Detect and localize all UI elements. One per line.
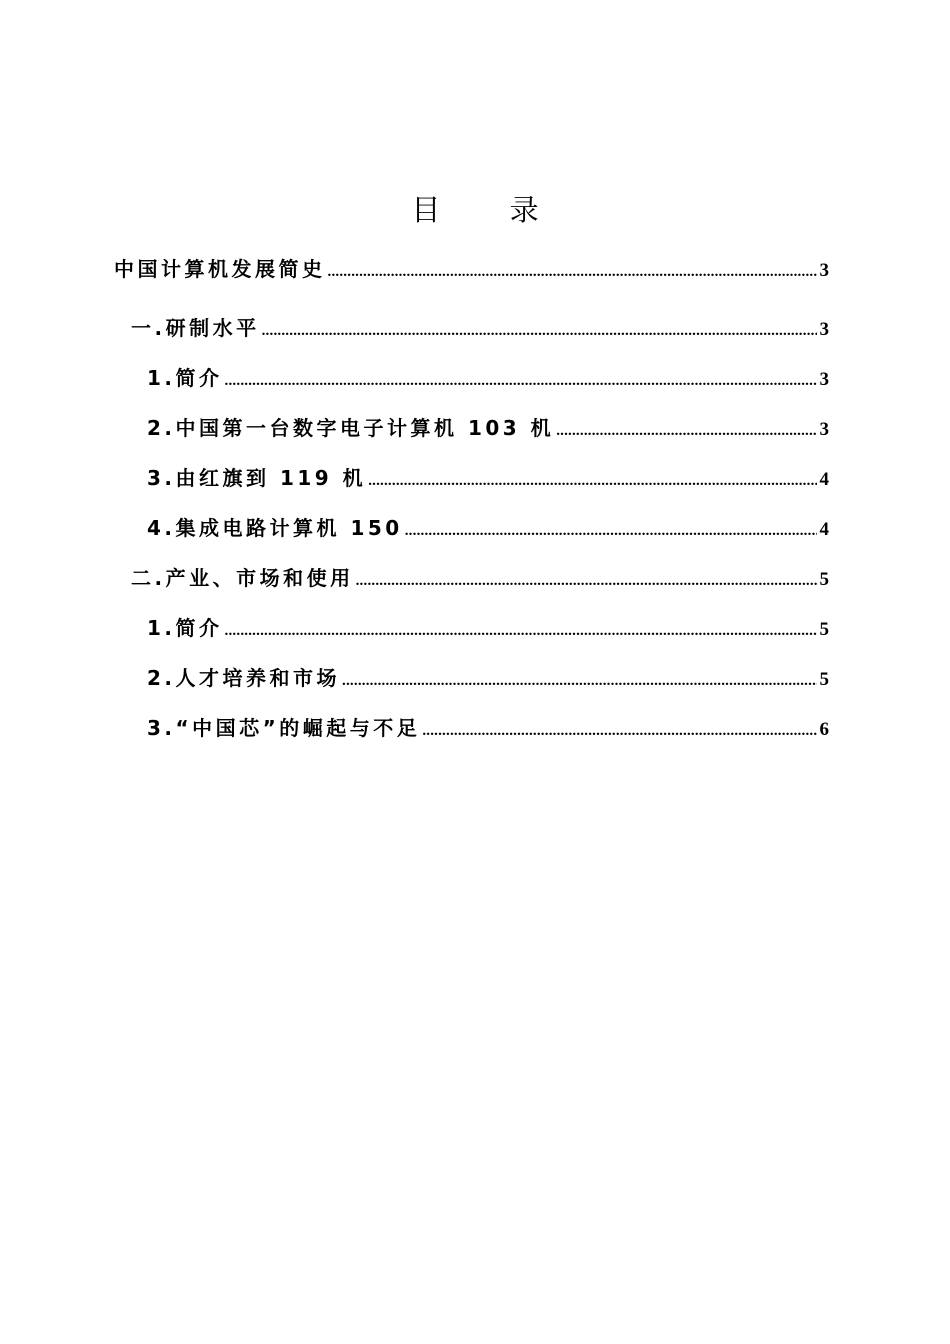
toc-title: 目 录 [411, 193, 569, 227]
toc-entry[interactable] [147, 713, 829, 743]
toc-entry[interactable] [147, 513, 829, 543]
toc-page-number: 3 [819, 369, 829, 390]
toc-entry[interactable] [131, 313, 829, 343]
toc-entry-label: 二.产业、市场和使用 [131, 566, 354, 590]
toc-page-number: 3 [819, 260, 829, 281]
toc-page-number: 6 [819, 719, 829, 740]
toc-dot-leader [328, 257, 817, 287]
toc-entry-label: 3.“中国芯”的崛起与不足 [147, 716, 421, 740]
toc-entry-label: 一.研制水平 [131, 316, 260, 340]
toc-page-number: 3 [819, 419, 829, 440]
toc-dot-leader [225, 616, 817, 646]
toc-entry-label: 2.人才培养和市场 [147, 666, 341, 690]
toc-dot-leader [342, 666, 816, 696]
toc-dot-leader [405, 516, 817, 546]
toc-page-number: 5 [819, 619, 829, 640]
toc-entry[interactable] [131, 563, 829, 593]
toc-entry-label: 1.简介 [147, 366, 223, 390]
toc-page-number: 4 [819, 519, 829, 540]
toc-entry[interactable] [147, 613, 829, 643]
toc-entry-label: 1.简介 [147, 616, 223, 640]
toc-dot-leader [356, 566, 817, 596]
toc-entry-label: 3.由红旗到 119 机 [147, 466, 367, 490]
toc-page-number: 5 [819, 569, 829, 590]
toc-entry[interactable] [147, 463, 829, 493]
toc-dot-leader [422, 716, 816, 746]
toc-dot-leader [225, 366, 817, 396]
toc-page-number: 5 [819, 669, 829, 690]
toc-dot-leader [262, 316, 817, 346]
toc-entry-label: 中国计算机发展简史 [114, 257, 326, 281]
toc-dot-leader [556, 416, 816, 446]
toc-page-number: 3 [819, 319, 829, 340]
toc-entry[interactable] [147, 413, 829, 443]
toc-entry-label: 2.中国第一台数字电子计算机 103 机 [147, 416, 555, 440]
toc-entry-label: 4.集成电路计算机 150 [147, 516, 403, 540]
toc-dot-leader [368, 466, 816, 496]
toc-page-number: 4 [819, 469, 829, 490]
toc-entry[interactable] [147, 363, 829, 393]
toc-entry[interactable] [114, 254, 829, 284]
toc-entry[interactable] [147, 663, 829, 693]
